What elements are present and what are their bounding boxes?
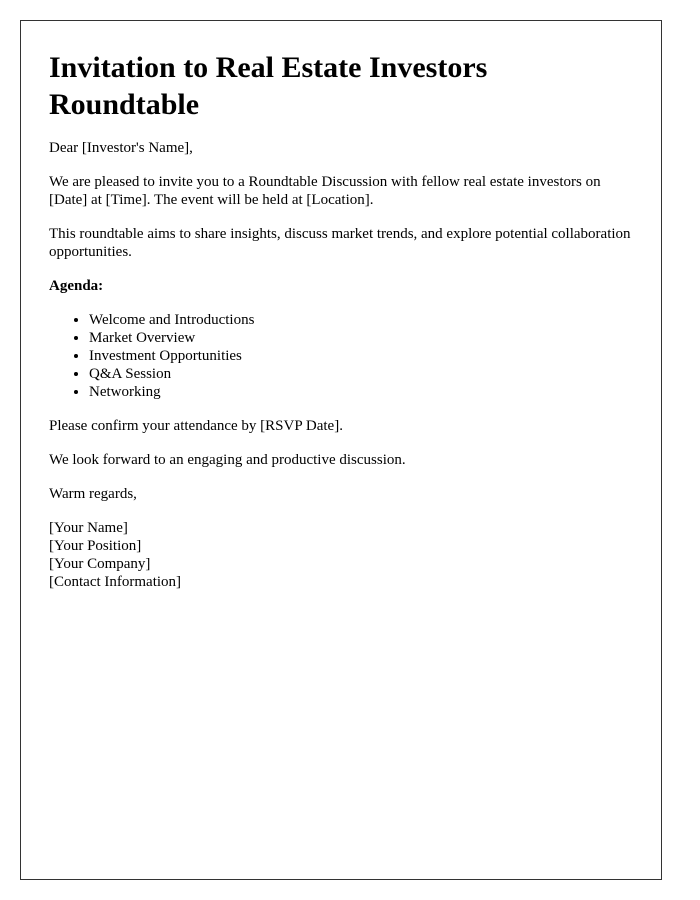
sign-off: Warm regards, — [49, 486, 137, 502]
letter-title: Invitation to Real Estate Investors Roundtable — [49, 51, 488, 121]
agenda-item-networking: • Networking — [89, 383, 633, 401]
agenda-item-qa-session: • Q&A Session — [89, 365, 633, 383]
rsvp-paragraph: Please confirm your attendance by [RSVP Date]. — [49, 418, 343, 434]
signature-position: [Your Position] — [49, 538, 142, 554]
signature-name: [Your Name] — [49, 520, 128, 536]
purpose-paragraph: This roundtable aims to share insights, discuss market trends, and explore potential collaboration opportunities. — [49, 226, 631, 260]
closing-paragraph: We look forward to an engaging and productive discussion. — [49, 452, 406, 468]
agenda-heading: Agenda: — [49, 278, 104, 294]
letter-container — [20, 20, 662, 880]
signature-contact: [Contact Information] — [49, 574, 182, 590]
agenda-item-investment-opportunities: • Investment Opportunities — [89, 347, 633, 365]
signature-company: [Your Company] — [49, 556, 151, 572]
intro-paragraph: We are pleased to invite you to a Roundtable Discussion with fellow real estate investors on [Date] at [Time]. The event will be held at [Location]. — [49, 174, 601, 208]
signature-block — [49, 519, 633, 591]
agenda-list — [49, 311, 633, 401]
agenda-item-market-overview: • Market Overview — [89, 329, 633, 347]
salutation: Dear [Investor's Name], — [49, 140, 193, 156]
agenda-item-welcome: • Welcome and Introductions — [89, 311, 633, 329]
